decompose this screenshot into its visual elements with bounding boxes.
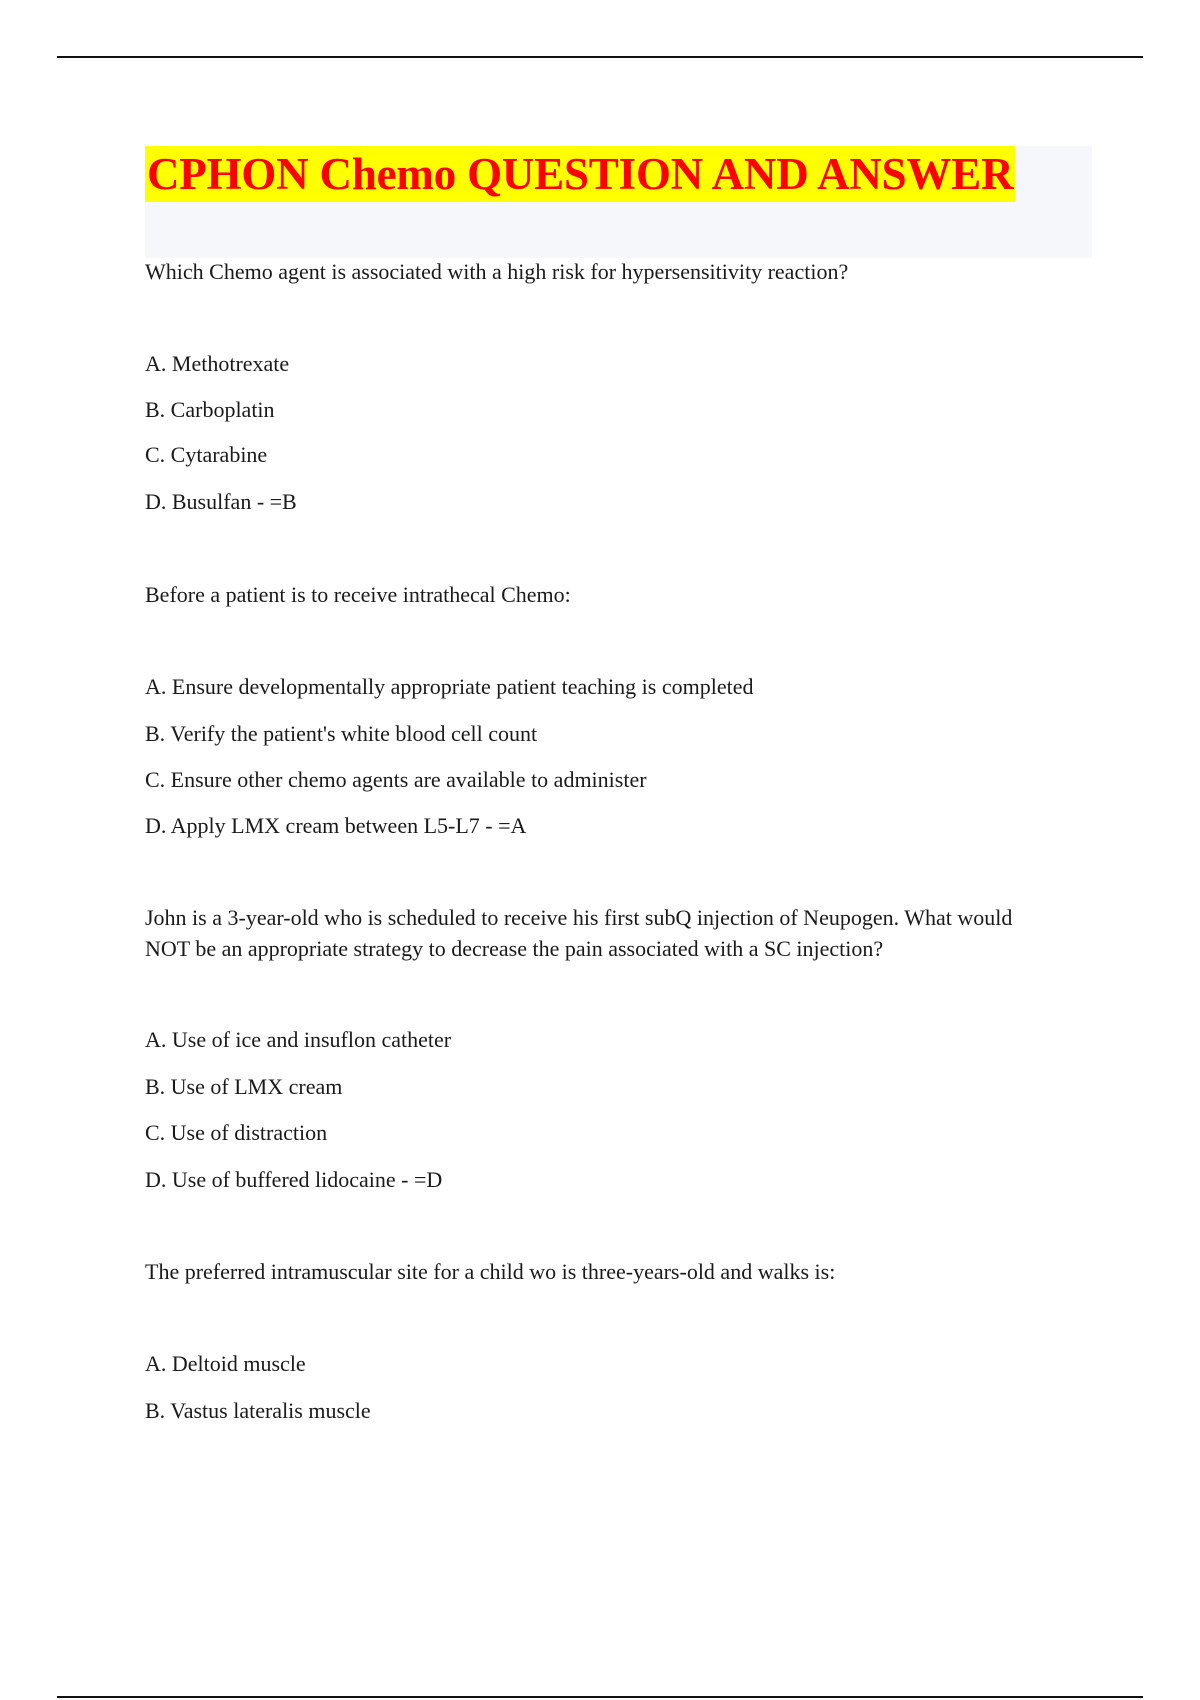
top-rule — [57, 56, 1143, 58]
question-4-option-a: A. Deltoid muscle — [145, 1351, 306, 1376]
question-1-option-b: B. Carboplatin — [145, 397, 275, 422]
question-4-prompt: The preferred intramuscular site for a child wo is three-years-old and walks is: — [145, 1259, 836, 1284]
question-3-option-d: D. Use of buffered lidocaine - =D — [145, 1167, 443, 1192]
question-3-option-a: A. Use of ice and insuflon catheter — [145, 1027, 452, 1052]
question-4-option-b: B. Vastus lateralis muscle — [145, 1398, 371, 1423]
question-3-option-c: C. Use of distraction — [145, 1120, 328, 1145]
question-1-option-d: D. Busulfan - =B — [145, 489, 297, 514]
question-2-option-d: D. Apply LMX cream between L5-L7 - =A — [145, 813, 527, 838]
bottom-rule — [57, 1696, 1143, 1698]
question-2-option-a: A. Ensure developmentally appropriate patient teaching is completed — [145, 674, 754, 699]
document-title: CPHON Chemo QUESTION AND ANSWER — [145, 146, 1015, 202]
question-3-prompt: John is a 3-year-old who is scheduled to receive his first subQ injection of Neupogen. What would NOT be an appropriate strategy to decrease the pain associated with a SC injection? — [145, 905, 1013, 961]
question-1-option-c: C. Cytarabine — [145, 442, 268, 467]
question-2-option-c: C. Ensure other chemo agents are available to administer — [145, 767, 647, 792]
question-2-option-b: B. Verify the patient's white blood cell count — [145, 721, 538, 746]
question-2-prompt: Before a patient is to receive intrathecal Chemo: — [145, 582, 571, 607]
question-1-option-a: A. Methotrexate — [145, 351, 290, 376]
question-3-option-b: B. Use of LMX cream — [145, 1074, 343, 1099]
question-1-prompt: Which Chemo agent is associated with a high risk for hypersensitivity reaction? — [145, 259, 849, 284]
